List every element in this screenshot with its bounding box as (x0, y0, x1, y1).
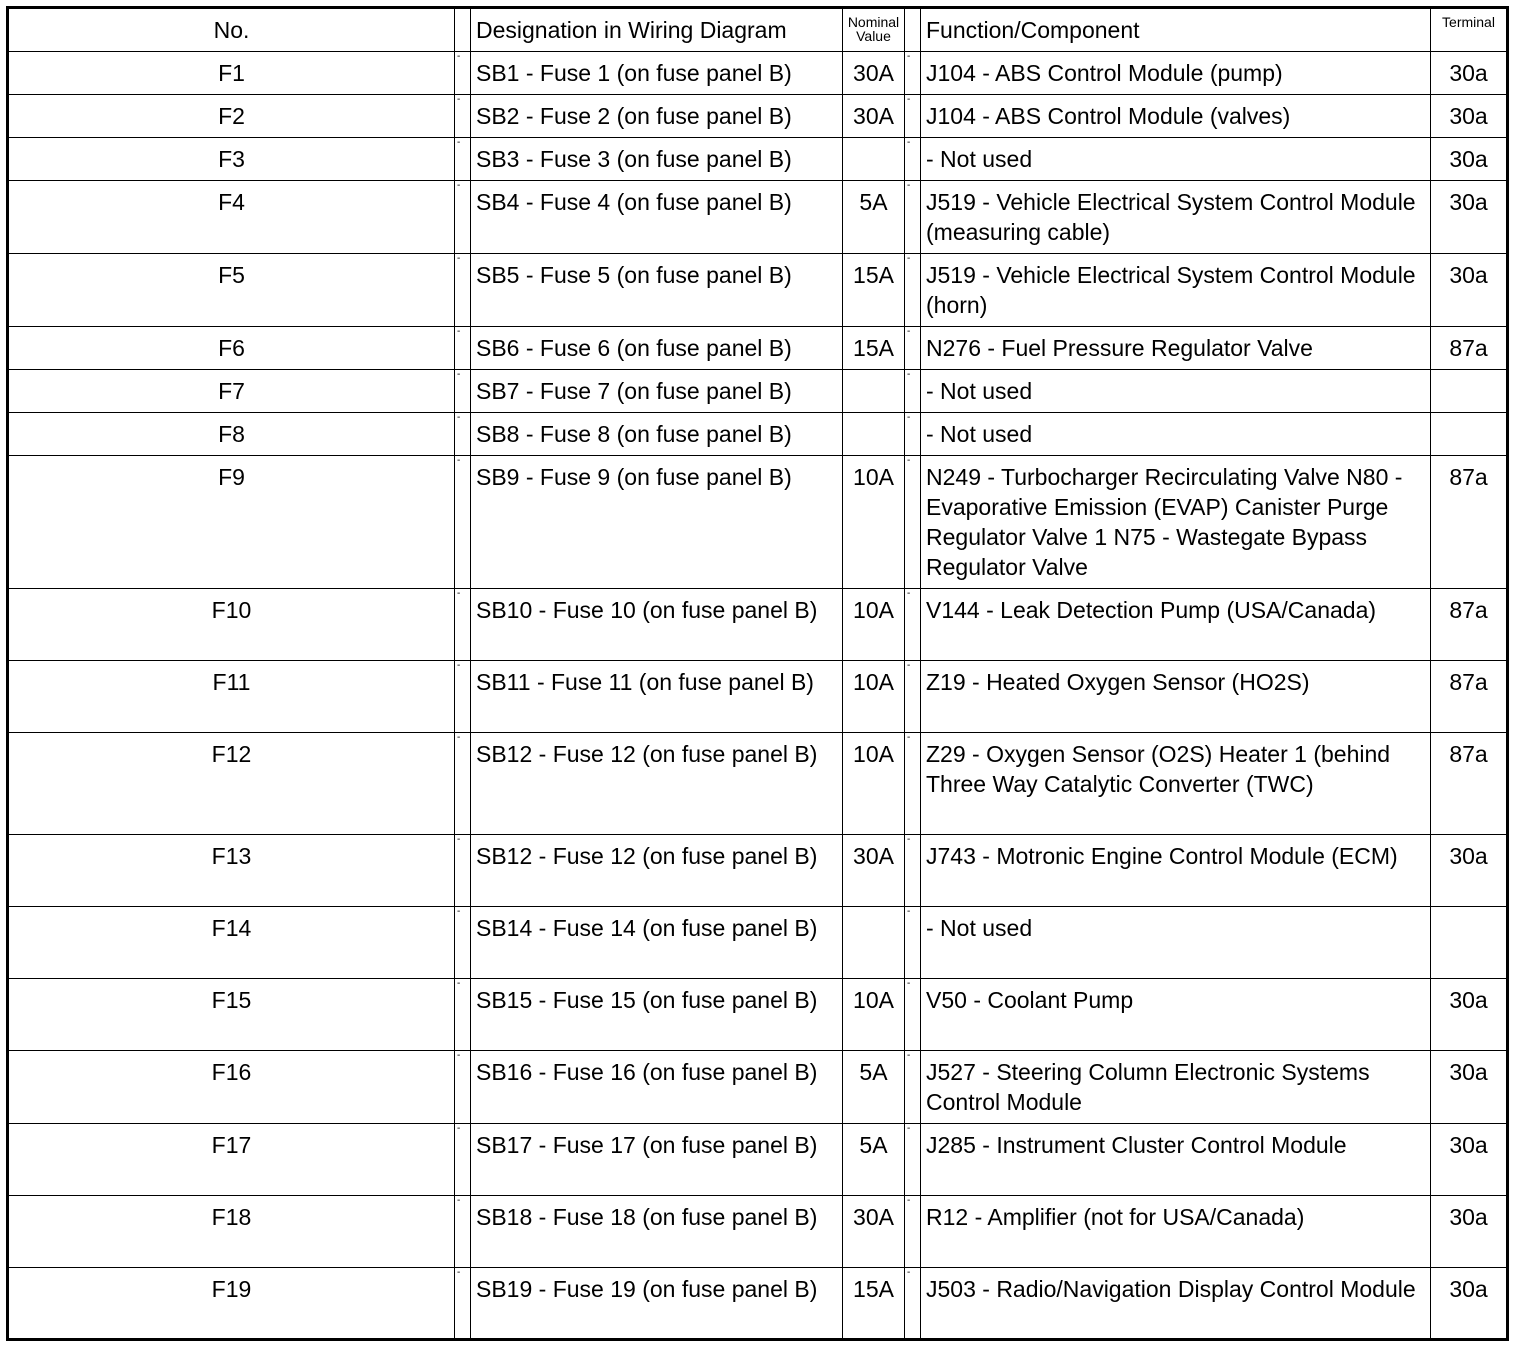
function-cell: J503 - Radio/Navigation Display Control Module (921, 1268, 1431, 1340)
function-cell: V50 - Coolant Pump (921, 979, 1431, 1051)
terminal-cell: 30a (1431, 95, 1508, 138)
designation-cell: SB7 - Fuse 7 (on fuse panel B) (471, 370, 843, 413)
row-tick: - (905, 456, 921, 589)
designation-cell: SB1 - Fuse 1 (on fuse panel B) (471, 52, 843, 95)
function-cell: N249 - Turbocharger Recirculating Valve N80 - Evaporative Emission (EVAP) Canister Purge Regulator Valve 1 N75 - Wastegate Bypass Regulator Valve (921, 456, 1431, 589)
terminal-cell: 30a (1431, 1051, 1508, 1124)
fuse-number: F7 (8, 370, 455, 413)
terminal-cell (1431, 413, 1508, 456)
designation-cell: SB9 - Fuse 9 (on fuse panel B) (471, 456, 843, 589)
terminal-cell: 30a (1431, 254, 1508, 327)
fuse-table (6, 6, 1509, 1341)
row-tick: - (455, 95, 471, 138)
fuse-number: F6 (8, 327, 455, 370)
row-tick: - (905, 370, 921, 413)
fuse-number: F12 (8, 733, 455, 835)
fuse-number: F4 (8, 181, 455, 254)
function-cell: - Not used (921, 413, 1431, 456)
designation-cell: SB17 - Fuse 17 (on fuse panel B) (471, 1124, 843, 1196)
fuse-number: F15 (8, 979, 455, 1051)
nominal-value-cell: 10A (843, 733, 905, 835)
table-row (8, 979, 1508, 1051)
fuse-number: F10 (8, 589, 455, 661)
row-tick: - (905, 661, 921, 733)
row-tick: - (905, 1051, 921, 1124)
designation-cell: SB12 - Fuse 12 (on fuse panel B) (471, 835, 843, 907)
designation-cell: SB16 - Fuse 16 (on fuse panel B) (471, 1051, 843, 1124)
nominal-value-cell: 5A (843, 181, 905, 254)
nominal-value-cell (843, 370, 905, 413)
row-tick: - (455, 1124, 471, 1196)
designation-cell: SB12 - Fuse 12 (on fuse panel B) (471, 733, 843, 835)
fuse-number: F17 (8, 1124, 455, 1196)
table-row (8, 95, 1508, 138)
terminal-cell: 30a (1431, 979, 1508, 1051)
header-spacer (905, 8, 921, 52)
terminal-cell: 30a (1431, 835, 1508, 907)
row-tick: - (905, 835, 921, 907)
table-row (8, 733, 1508, 835)
terminal-cell: 30a (1431, 1268, 1508, 1340)
row-tick: - (455, 327, 471, 370)
row-tick: - (455, 589, 471, 661)
function-cell: J527 - Steering Column Electronic Systems Control Module (921, 1051, 1431, 1124)
function-cell: - Not used (921, 138, 1431, 181)
designation-cell: SB6 - Fuse 6 (on fuse panel B) (471, 327, 843, 370)
table-row (8, 589, 1508, 661)
table-row (8, 907, 1508, 979)
row-tick: - (905, 327, 921, 370)
row-tick: - (905, 979, 921, 1051)
fuse-number: F2 (8, 95, 455, 138)
terminal-cell (1431, 907, 1508, 979)
nominal-value-cell: 30A (843, 95, 905, 138)
table-row (8, 52, 1508, 95)
fuse-number: F16 (8, 1051, 455, 1124)
table-row (8, 1196, 1508, 1268)
designation-cell: SB18 - Fuse 18 (on fuse panel B) (471, 1196, 843, 1268)
row-tick: - (455, 52, 471, 95)
table-row (8, 835, 1508, 907)
table-row (8, 370, 1508, 413)
terminal-cell: 30a (1431, 52, 1508, 95)
designation-cell: SB5 - Fuse 5 (on fuse panel B) (471, 254, 843, 327)
row-tick: - (455, 979, 471, 1051)
terminal-cell (1431, 370, 1508, 413)
row-tick: - (455, 254, 471, 327)
nominal-value-cell: 5A (843, 1124, 905, 1196)
row-tick: - (905, 95, 921, 138)
nominal-value-cell (843, 413, 905, 456)
header-terminal: Terminal (1431, 8, 1508, 52)
table-row (8, 181, 1508, 254)
designation-cell: SB3 - Fuse 3 (on fuse panel B) (471, 138, 843, 181)
terminal-cell: 30a (1431, 138, 1508, 181)
fuse-number: F14 (8, 907, 455, 979)
fuse-number: F9 (8, 456, 455, 589)
table-row (8, 1124, 1508, 1196)
row-tick: - (905, 1124, 921, 1196)
designation-cell: SB15 - Fuse 15 (on fuse panel B) (471, 979, 843, 1051)
function-cell: N276 - Fuel Pressure Regulator Valve (921, 327, 1431, 370)
nominal-value-cell: 10A (843, 456, 905, 589)
fuse-number: F18 (8, 1196, 455, 1268)
table-row (8, 138, 1508, 181)
row-tick: - (455, 661, 471, 733)
designation-cell: SB14 - Fuse 14 (on fuse panel B) (471, 907, 843, 979)
function-cell: J519 - Vehicle Electrical System Control Module (measuring cable) (921, 181, 1431, 254)
nominal-value-cell: 30A (843, 835, 905, 907)
terminal-cell: 87a (1431, 456, 1508, 589)
header-designation: Designation in Wiring Diagram (471, 8, 843, 52)
function-cell: J104 - ABS Control Module (valves) (921, 95, 1431, 138)
table-row (8, 327, 1508, 370)
nominal-value-cell: 10A (843, 589, 905, 661)
row-tick: - (905, 1196, 921, 1268)
header-function: Function/Component (921, 8, 1431, 52)
row-tick: - (455, 1051, 471, 1124)
function-cell: J743 - Motronic Engine Control Module (ECM) (921, 835, 1431, 907)
function-cell: J104 - ABS Control Module (pump) (921, 52, 1431, 95)
function-cell: - Not used (921, 370, 1431, 413)
row-tick: - (905, 138, 921, 181)
nominal-value-cell: 15A (843, 327, 905, 370)
terminal-cell: 87a (1431, 589, 1508, 661)
row-tick: - (455, 138, 471, 181)
nominal-value-cell: 30A (843, 52, 905, 95)
table-row (8, 1268, 1508, 1340)
row-tick: - (455, 1268, 471, 1340)
nominal-value-cell: 10A (843, 661, 905, 733)
function-cell: - Not used (921, 907, 1431, 979)
fuse-number: F5 (8, 254, 455, 327)
nominal-value-cell: 10A (843, 979, 905, 1051)
terminal-cell: 87a (1431, 661, 1508, 733)
fuse-number: F11 (8, 661, 455, 733)
fuse-number: F3 (8, 138, 455, 181)
row-tick: - (905, 733, 921, 835)
header-no: No. (8, 8, 455, 52)
row-tick: - (905, 52, 921, 95)
nominal-value-cell: 15A (843, 254, 905, 327)
row-tick: - (455, 907, 471, 979)
table-row (8, 1051, 1508, 1124)
row-tick: - (455, 413, 471, 456)
table-row (8, 413, 1508, 456)
header-nominal-value: Nominal Value (843, 8, 905, 52)
designation-cell: SB19 - Fuse 19 (on fuse panel B) (471, 1268, 843, 1340)
row-tick: - (905, 907, 921, 979)
row-tick: - (455, 733, 471, 835)
nominal-value-cell (843, 907, 905, 979)
terminal-cell: 30a (1431, 181, 1508, 254)
fuse-number: F1 (8, 52, 455, 95)
fuse-number: F8 (8, 413, 455, 456)
designation-cell: SB2 - Fuse 2 (on fuse panel B) (471, 95, 843, 138)
row-tick: - (455, 1196, 471, 1268)
table-row (8, 661, 1508, 733)
nominal-value-cell: 15A (843, 1268, 905, 1340)
nominal-value-cell: 5A (843, 1051, 905, 1124)
designation-cell: SB4 - Fuse 4 (on fuse panel B) (471, 181, 843, 254)
row-tick: - (905, 1268, 921, 1340)
header-row (8, 8, 1508, 52)
row-tick: - (905, 413, 921, 456)
row-tick: - (455, 835, 471, 907)
terminal-cell: 30a (1431, 1196, 1508, 1268)
header-spacer (455, 8, 471, 52)
nominal-value-cell (843, 138, 905, 181)
table-row (8, 254, 1508, 327)
designation-cell: SB8 - Fuse 8 (on fuse panel B) (471, 413, 843, 456)
function-cell: J519 - Vehicle Electrical System Control Module (horn) (921, 254, 1431, 327)
terminal-cell: 87a (1431, 327, 1508, 370)
nominal-value-cell: 30A (843, 1196, 905, 1268)
terminal-cell: 87a (1431, 733, 1508, 835)
fuse-number: F19 (8, 1268, 455, 1340)
fuse-number: F13 (8, 835, 455, 907)
function-cell: V144 - Leak Detection Pump (USA/Canada) (921, 589, 1431, 661)
terminal-cell: 30a (1431, 1124, 1508, 1196)
designation-cell: SB10 - Fuse 10 (on fuse panel B) (471, 589, 843, 661)
row-tick: - (455, 370, 471, 413)
table-row (8, 456, 1508, 589)
function-cell: R12 - Amplifier (not for USA/Canada) (921, 1196, 1431, 1268)
function-cell: J285 - Instrument Cluster Control Module (921, 1124, 1431, 1196)
function-cell: Z29 - Oxygen Sensor (O2S) Heater 1 (behind Three Way Catalytic Converter (TWC) (921, 733, 1431, 835)
function-cell: Z19 - Heated Oxygen Sensor (HO2S) (921, 661, 1431, 733)
row-tick: - (905, 254, 921, 327)
designation-cell: SB11 - Fuse 11 (on fuse panel B) (471, 661, 843, 733)
row-tick: - (455, 456, 471, 589)
row-tick: - (455, 181, 471, 254)
row-tick: - (905, 181, 921, 254)
row-tick: - (905, 589, 921, 661)
